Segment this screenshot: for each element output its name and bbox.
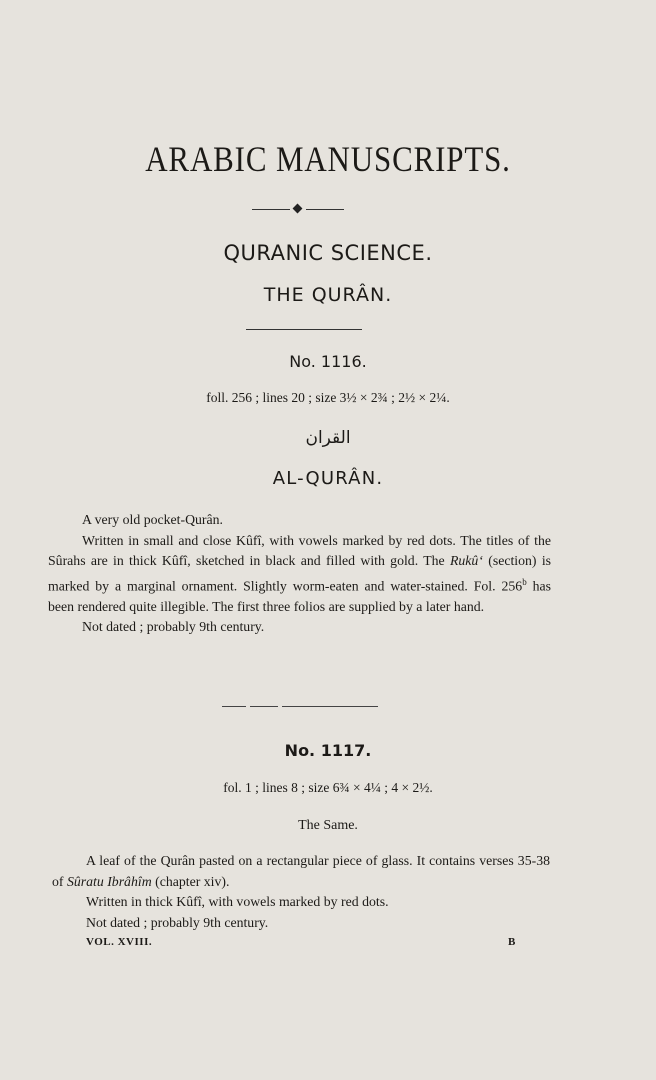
title-ornament [252, 209, 344, 211]
date-line: Not dated ; probably 9th century. [82, 619, 265, 635]
entry-description [52, 851, 550, 933]
entry-collation: fol. 1 ; lines 8 ; size 6¾ × 4¼ ; 4 × 2½. [223, 780, 433, 795]
description-paragraph: A leaf of the Qurân pasted on a rectangular piece of glass. It contains verses 35-38 of Sûratu Ibrâhîm (chapter xiv). [52, 853, 550, 889]
entry-title: AL-QURÂN. [272, 468, 384, 489]
separator-rule [282, 706, 378, 707]
section-heading: QURANIC SCIENCE. [223, 241, 433, 265]
arabic-title: القران [305, 428, 351, 448]
page-title: ARABIC MANUSCRIPTS. [145, 139, 511, 179]
signature-mark: B [508, 936, 516, 948]
description-line: Written in thick Kûfî, with vowels marked by red dots. [86, 894, 389, 909]
date-line: Not dated ; probably 9th century. [86, 914, 269, 930]
separator-rule [250, 706, 278, 707]
entry-number: No. 1117. [284, 741, 372, 760]
description-line: A very old pocket-Qurân. [82, 512, 223, 527]
entry-description [48, 510, 551, 638]
volume-label: VOL. XVIII. [86, 936, 153, 948]
section-rule [246, 329, 362, 330]
entry-title: The Same. [298, 818, 358, 833]
subsection-heading: THE QURÂN. [263, 284, 393, 306]
entry-collation: foll. 256 ; lines 20 ; size 3½ × 2¾ ; 2½ × 2¼. [206, 390, 450, 405]
entry-number: No. 1116. [289, 352, 367, 371]
separator-rule [222, 706, 246, 707]
description-paragraph: Written in small and close Kûfî, with vowels marked by red dots. The titles of the Sûrahs are in thick Kûfî, sketched in black and filled with gold. The Rukû‘ (section) is marked by a marginal ornament. Slightly worm-eaten and water-stained. Fol. 256$^b$ has been rendered quite illegible. The first three folios are supplied by a later hand. [48, 532, 552, 614]
